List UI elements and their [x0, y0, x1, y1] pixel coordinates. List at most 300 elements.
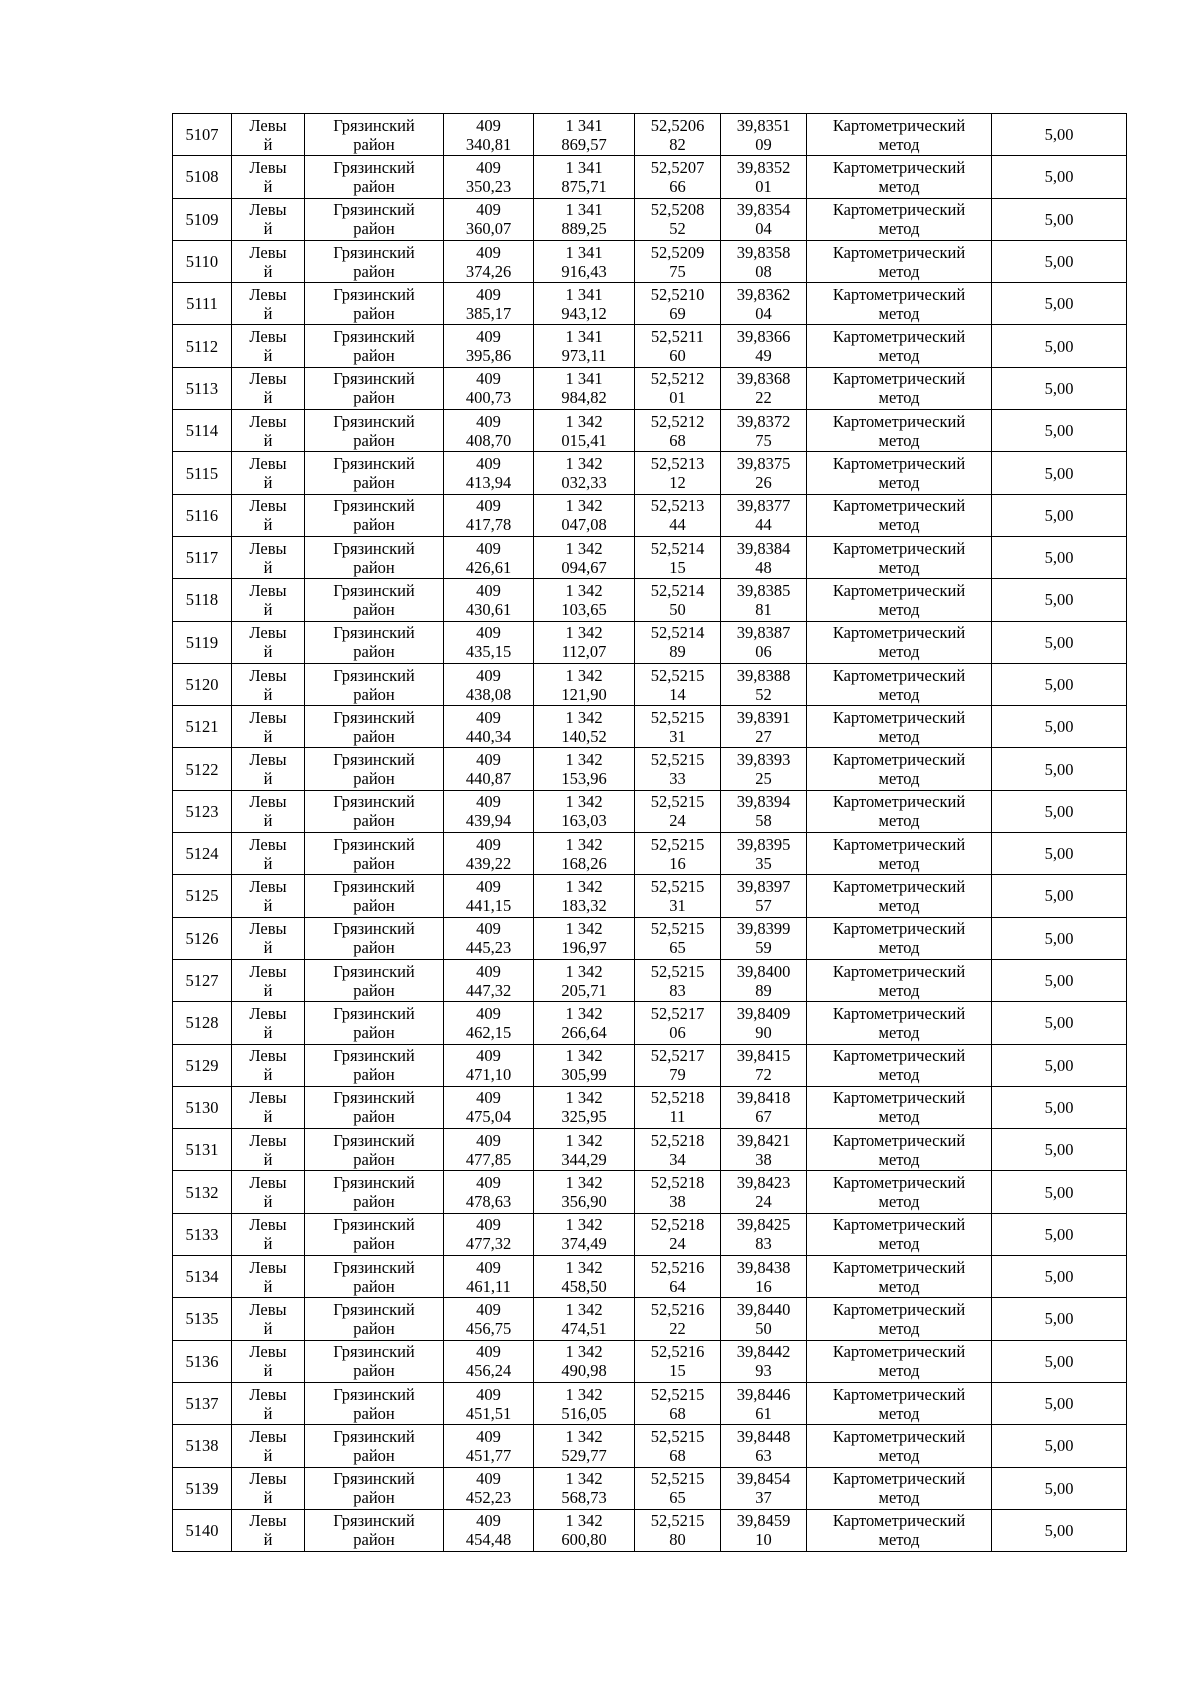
- method-cell: [807, 410, 992, 452]
- accuracy-cell: 5,00: [992, 1298, 1127, 1340]
- y-coordinate-cell: [534, 959, 635, 1001]
- accuracy-cell: 5,00: [992, 367, 1127, 409]
- district-line-1: Грязинский: [333, 834, 415, 854]
- method-cell: [807, 706, 992, 748]
- longitude-line-1: 39,8418: [736, 1088, 791, 1108]
- district-line-1: Грязинский: [333, 1469, 415, 1489]
- bank-side-cell: [232, 1044, 305, 1086]
- longitude-line-1: 39,8409: [736, 1003, 791, 1023]
- method-line-2: метод: [878, 1318, 920, 1338]
- table-row: [173, 325, 1127, 367]
- bank-side-cell: [232, 1086, 305, 1128]
- bank-side-cell: [232, 1467, 305, 1509]
- latitude-line-1: 52,5215: [650, 665, 705, 685]
- y-coordinate-line-2: 047,08: [561, 515, 607, 535]
- longitude-cell: [721, 283, 807, 325]
- x-coordinate-cell: [444, 1256, 534, 1298]
- district-cell: [305, 1425, 444, 1467]
- district-cell: [305, 621, 444, 663]
- y-coordinate-line-1: 1 341: [565, 284, 603, 304]
- y-coordinate-cell: [534, 706, 635, 748]
- x-coordinate-line-2: 340,81: [465, 134, 512, 154]
- district-cell: [305, 325, 444, 367]
- y-coordinate-line-1: 1 342: [565, 1257, 603, 1277]
- latitude-line-1: 52,5211: [650, 327, 704, 347]
- bank-side-line-2: й: [263, 726, 273, 746]
- longitude-line-1: 39,8448: [736, 1426, 791, 1446]
- y-coordinate-cell: [534, 452, 635, 494]
- bank-side-cell: [232, 790, 305, 832]
- x-coordinate-cell: [444, 917, 534, 959]
- x-coordinate-line-1: 409: [476, 1046, 501, 1066]
- longitude-line-1: 39,8423: [736, 1173, 791, 1193]
- method-line-1: Картометрический: [832, 1426, 966, 1446]
- x-coordinate-line-2: 417,78: [465, 515, 512, 535]
- latitude-line-1: 52,5210: [650, 284, 705, 304]
- district-line-1: Грязинский: [333, 1215, 415, 1235]
- method-line-2: метод: [878, 1361, 920, 1381]
- point-number-cell: 5109: [173, 198, 232, 240]
- accuracy-cell: 5,00: [992, 1256, 1127, 1298]
- latitude-line-2: 75: [669, 261, 686, 281]
- bank-side-line-1: Левы: [249, 580, 287, 600]
- district-line-1: Грязинский: [333, 1046, 415, 1066]
- longitude-line-2: 52: [755, 684, 772, 704]
- district-cell: [305, 959, 444, 1001]
- x-coordinate-cell: [444, 156, 534, 198]
- method-line-2: метод: [878, 1107, 920, 1127]
- bank-side-line-1: Левы: [249, 1342, 287, 1362]
- point-number-cell: 5120: [173, 663, 232, 705]
- longitude-line-1: 39,8415: [736, 1046, 791, 1066]
- y-coordinate-line-1: 1 342: [565, 580, 603, 600]
- district-line-2: район: [353, 980, 395, 1000]
- district-cell: [305, 579, 444, 621]
- method-line-1: Картометрический: [832, 1384, 966, 1404]
- longitude-line-2: 50: [755, 1318, 772, 1338]
- district-line-1: Грязинский: [333, 919, 415, 939]
- bank-side-line-2: й: [263, 811, 273, 831]
- y-coordinate-line-1: 1 342: [565, 1088, 603, 1108]
- bank-side-line-1: Левы: [249, 1257, 287, 1277]
- bank-side-line-1: Левы: [249, 1130, 287, 1150]
- method-cell: [807, 240, 992, 282]
- method-line-2: метод: [878, 1530, 920, 1550]
- latitude-line-2: 79: [669, 1065, 686, 1085]
- longitude-line-2: 93: [755, 1361, 772, 1381]
- bank-side-cell: [232, 1298, 305, 1340]
- longitude-cell: [721, 1382, 807, 1424]
- table-row: [173, 1256, 1127, 1298]
- bank-side-cell: [232, 833, 305, 875]
- latitude-line-2: 83: [669, 980, 686, 1000]
- method-cell: [807, 833, 992, 875]
- x-coordinate-cell: [444, 1171, 534, 1213]
- x-coordinate-line-1: 409: [476, 834, 501, 854]
- longitude-cell: [721, 114, 807, 156]
- y-coordinate-cell: [534, 1298, 635, 1340]
- point-number-cell: 5132: [173, 1171, 232, 1213]
- district-line-1: Грязинский: [333, 580, 415, 600]
- y-coordinate-cell: [534, 790, 635, 832]
- district-line-2: район: [353, 473, 395, 493]
- latitude-cell: [635, 706, 721, 748]
- district-cell: [305, 1086, 444, 1128]
- longitude-line-2: 24: [755, 1192, 772, 1212]
- x-coordinate-line-1: 409: [476, 919, 501, 939]
- method-line-1: Картометрический: [832, 961, 966, 981]
- table-row: [173, 1340, 1127, 1382]
- latitude-cell: [635, 1256, 721, 1298]
- accuracy-cell: 5,00: [992, 1382, 1127, 1424]
- x-coordinate-line-1: 409: [476, 750, 501, 770]
- accuracy-cell: 5,00: [992, 875, 1127, 917]
- bank-side-cell: [232, 1002, 305, 1044]
- longitude-line-2: 09: [755, 134, 772, 154]
- method-cell: [807, 917, 992, 959]
- table-row: [173, 536, 1127, 578]
- point-number-cell: 5136: [173, 1340, 232, 1382]
- latitude-cell: [635, 1382, 721, 1424]
- accuracy-cell: 5,00: [992, 833, 1127, 875]
- x-coordinate-line-1: 409: [476, 1511, 501, 1531]
- method-line-1: Картометрический: [832, 1469, 966, 1489]
- district-line-2: район: [353, 219, 395, 239]
- latitude-cell: [635, 579, 721, 621]
- table-row: [173, 959, 1127, 1001]
- latitude-line-2: 66: [669, 176, 686, 196]
- point-number-cell: 5138: [173, 1425, 232, 1467]
- x-coordinate-line-2: 456,75: [465, 1318, 512, 1338]
- latitude-cell: [635, 1298, 721, 1340]
- bank-side-line-2: й: [263, 1530, 273, 1550]
- bank-side-line-1: Левы: [249, 496, 287, 516]
- bank-side-line-1: Левы: [249, 369, 287, 389]
- bank-side-cell: [232, 325, 305, 367]
- district-line-1: Грязинский: [333, 1257, 415, 1277]
- y-coordinate-line-1: 1 342: [565, 961, 603, 981]
- district-cell: [305, 1467, 444, 1509]
- method-cell: [807, 748, 992, 790]
- latitude-line-2: 50: [669, 599, 686, 619]
- latitude-cell: [635, 536, 721, 578]
- district-cell: [305, 410, 444, 452]
- method-line-2: метод: [878, 515, 920, 535]
- bank-side-cell: [232, 240, 305, 282]
- method-line-1: Картометрический: [832, 496, 966, 516]
- latitude-cell: [635, 1340, 721, 1382]
- bank-side-line-1: Левы: [249, 1384, 287, 1404]
- x-coordinate-line-2: 360,07: [465, 219, 512, 239]
- x-coordinate-line-1: 409: [476, 1426, 501, 1446]
- x-coordinate-line-2: 439,22: [465, 853, 512, 873]
- method-line-2: метод: [878, 303, 920, 323]
- district-cell: [305, 875, 444, 917]
- district-line-1: Грязинский: [333, 1130, 415, 1150]
- table-row: [173, 1129, 1127, 1171]
- method-cell: [807, 663, 992, 705]
- y-coordinate-cell: [534, 198, 635, 240]
- latitude-line-2: 82: [669, 134, 686, 154]
- method-line-2: метод: [878, 895, 920, 915]
- y-coordinate-cell: [534, 1213, 635, 1255]
- method-cell: [807, 325, 992, 367]
- district-line-2: район: [353, 1445, 395, 1465]
- method-line-1: Картометрический: [832, 919, 966, 939]
- district-cell: [305, 917, 444, 959]
- latitude-line-1: 52,5212: [650, 411, 705, 431]
- method-line-2: метод: [878, 1276, 920, 1296]
- latitude-cell: [635, 198, 721, 240]
- y-coordinate-line-2: 032,33: [561, 473, 607, 493]
- district-cell: [305, 156, 444, 198]
- accuracy-cell: 5,00: [992, 198, 1127, 240]
- method-line-1: Картометрический: [832, 284, 966, 304]
- x-coordinate-line-1: 409: [476, 454, 501, 474]
- longitude-cell: [721, 1002, 807, 1044]
- y-coordinate-line-1: 1 342: [565, 1426, 603, 1446]
- table-row: [173, 240, 1127, 282]
- table-row: [173, 410, 1127, 452]
- method-line-2: метод: [878, 557, 920, 577]
- y-coordinate-line-1: 1 342: [565, 792, 603, 812]
- longitude-line-1: 39,8352: [736, 157, 791, 177]
- latitude-line-1: 52,5218: [650, 1215, 705, 1235]
- latitude-line-2: 14: [669, 684, 686, 704]
- district-cell: [305, 494, 444, 536]
- y-coordinate-line-2: 600,80: [561, 1530, 607, 1550]
- method-line-1: Картометрический: [832, 876, 966, 896]
- x-coordinate-line-1: 409: [476, 327, 501, 347]
- latitude-line-2: 68: [669, 430, 686, 450]
- district-line-2: район: [353, 1488, 395, 1508]
- longitude-cell: [721, 1256, 807, 1298]
- y-coordinate-cell: [534, 1340, 635, 1382]
- y-coordinate-cell: [534, 1256, 635, 1298]
- longitude-line-1: 39,8377: [736, 496, 791, 516]
- district-line-2: район: [353, 1318, 395, 1338]
- district-line-1: Грязинский: [333, 284, 415, 304]
- accuracy-cell: 5,00: [992, 240, 1127, 282]
- method-line-2: метод: [878, 811, 920, 831]
- method-line-1: Картометрический: [832, 707, 966, 727]
- y-coordinate-line-1: 1 342: [565, 1215, 603, 1235]
- latitude-line-2: 11: [669, 1107, 686, 1127]
- x-coordinate-line-2: 426,61: [465, 557, 512, 577]
- longitude-cell: [721, 875, 807, 917]
- y-coordinate-line-1: 1 342: [565, 411, 603, 431]
- bank-side-line-2: й: [263, 980, 273, 1000]
- longitude-line-2: 04: [755, 303, 772, 323]
- y-coordinate-line-2: 305,99: [561, 1065, 607, 1085]
- district-cell: [305, 790, 444, 832]
- bank-side-cell: [232, 1129, 305, 1171]
- x-coordinate-cell: [444, 283, 534, 325]
- y-coordinate-line-2: 112,07: [561, 642, 607, 662]
- table-row: [173, 1171, 1127, 1213]
- district-line-1: Грязинский: [333, 115, 415, 135]
- y-coordinate-cell: [534, 325, 635, 367]
- method-cell: [807, 1509, 992, 1551]
- district-line-2: район: [353, 769, 395, 789]
- accuracy-cell: 5,00: [992, 1129, 1127, 1171]
- table-row: [173, 579, 1127, 621]
- point-number-cell: 5129: [173, 1044, 232, 1086]
- table-row: [173, 663, 1127, 705]
- latitude-cell: [635, 1425, 721, 1467]
- point-number-cell: 5117: [173, 536, 232, 578]
- method-line-1: Картометрический: [832, 242, 966, 262]
- longitude-line-2: 08: [755, 261, 772, 281]
- district-line-1: Грязинский: [333, 876, 415, 896]
- district-line-1: Грязинский: [333, 200, 415, 220]
- latitude-line-1: 52,5208: [650, 200, 705, 220]
- district-line-2: район: [353, 388, 395, 408]
- x-coordinate-line-2: 461,11: [466, 1276, 511, 1296]
- bank-side-cell: [232, 198, 305, 240]
- x-coordinate-line-1: 409: [476, 1257, 501, 1277]
- latitude-cell: [635, 1171, 721, 1213]
- y-coordinate-line-2: 516,05: [561, 1403, 607, 1423]
- district-line-1: Грязинский: [333, 1003, 415, 1023]
- district-cell: [305, 748, 444, 790]
- x-coordinate-cell: [444, 1340, 534, 1382]
- method-line-2: метод: [878, 1022, 920, 1042]
- table-row: [173, 114, 1127, 156]
- accuracy-cell: 5,00: [992, 1044, 1127, 1086]
- latitude-line-1: 52,5215: [650, 1384, 705, 1404]
- x-coordinate-cell: [444, 114, 534, 156]
- x-coordinate-line-2: 447,32: [465, 980, 512, 1000]
- latitude-line-1: 52,5218: [650, 1130, 705, 1150]
- method-cell: [807, 1298, 992, 1340]
- latitude-line-2: 65: [669, 938, 686, 958]
- y-coordinate-cell: [534, 579, 635, 621]
- point-number-cell: 5133: [173, 1213, 232, 1255]
- x-coordinate-cell: [444, 452, 534, 494]
- longitude-cell: [721, 1213, 807, 1255]
- bank-side-line-1: Левы: [249, 200, 287, 220]
- point-number-cell: 5134: [173, 1256, 232, 1298]
- x-coordinate-cell: [444, 1086, 534, 1128]
- longitude-cell: [721, 579, 807, 621]
- bank-side-line-1: Левы: [249, 1215, 287, 1235]
- latitude-line-1: 52,5216: [650, 1342, 705, 1362]
- y-coordinate-line-2: 196,97: [561, 938, 607, 958]
- table-row: [173, 156, 1127, 198]
- method-line-1: Картометрический: [832, 1342, 966, 1362]
- x-coordinate-line-2: 471,10: [465, 1065, 512, 1085]
- method-line-2: метод: [878, 1488, 920, 1508]
- method-line-2: метод: [878, 473, 920, 493]
- y-coordinate-line-2: 474,51: [561, 1318, 607, 1338]
- method-cell: [807, 790, 992, 832]
- y-coordinate-line-2: 344,29: [561, 1149, 607, 1169]
- x-coordinate-line-1: 409: [476, 242, 501, 262]
- longitude-cell: [721, 663, 807, 705]
- bank-side-line-2: й: [263, 219, 273, 239]
- y-coordinate-cell: [534, 536, 635, 578]
- x-coordinate-line-2: 430,61: [465, 599, 512, 619]
- method-line-1: Картометрический: [832, 411, 966, 431]
- bank-side-cell: [232, 367, 305, 409]
- x-coordinate-cell: [444, 875, 534, 917]
- y-coordinate-line-2: 094,67: [561, 557, 607, 577]
- y-coordinate-cell: [534, 156, 635, 198]
- longitude-cell: [721, 156, 807, 198]
- x-coordinate-cell: [444, 1509, 534, 1551]
- bank-side-line-2: й: [263, 176, 273, 196]
- bank-side-cell: [232, 156, 305, 198]
- bank-side-line-1: Левы: [249, 623, 287, 643]
- district-cell: [305, 198, 444, 240]
- x-coordinate-line-2: 475,04: [465, 1107, 512, 1127]
- latitude-line-2: 89: [669, 642, 686, 662]
- method-line-2: метод: [878, 1065, 920, 1085]
- x-coordinate-line-2: 451,51: [465, 1403, 512, 1423]
- district-line-2: район: [353, 1149, 395, 1169]
- table-body: [173, 114, 1127, 1552]
- x-coordinate-cell: [444, 1213, 534, 1255]
- latitude-line-1: 52,5215: [650, 876, 705, 896]
- table-row: [173, 283, 1127, 325]
- latitude-line-1: 52,5215: [650, 1469, 705, 1489]
- accuracy-cell: 5,00: [992, 1425, 1127, 1467]
- longitude-cell: [721, 240, 807, 282]
- x-coordinate-line-2: 350,23: [465, 176, 512, 196]
- method-line-2: метод: [878, 1149, 920, 1169]
- latitude-cell: [635, 452, 721, 494]
- latitude-cell: [635, 1129, 721, 1171]
- y-coordinate-line-1: 1 342: [565, 1342, 603, 1362]
- bank-side-line-2: й: [263, 1192, 273, 1212]
- method-line-2: метод: [878, 684, 920, 704]
- district-line-2: район: [353, 134, 395, 154]
- y-coordinate-line-1: 1 341: [565, 200, 603, 220]
- longitude-line-2: 22: [755, 388, 772, 408]
- y-coordinate-line-2: 490,98: [561, 1361, 607, 1381]
- longitude-cell: [721, 833, 807, 875]
- district-cell: [305, 1002, 444, 1044]
- bank-side-line-2: й: [263, 599, 273, 619]
- y-coordinate-cell: [534, 367, 635, 409]
- longitude-line-1: 39,8400: [736, 961, 791, 981]
- method-cell: [807, 198, 992, 240]
- bank-side-line-1: Левы: [249, 538, 287, 558]
- method-line-2: метод: [878, 430, 920, 450]
- longitude-line-1: 39,8438: [736, 1257, 791, 1277]
- district-line-2: район: [353, 1065, 395, 1085]
- bank-side-line-2: й: [263, 473, 273, 493]
- longitude-line-2: 44: [755, 515, 772, 535]
- accuracy-cell: 5,00: [992, 621, 1127, 663]
- x-coordinate-line-1: 409: [476, 1088, 501, 1108]
- method-cell: [807, 1213, 992, 1255]
- latitude-line-1: 52,5213: [650, 454, 705, 474]
- longitude-line-2: 16: [755, 1276, 772, 1296]
- point-number-cell: 5123: [173, 790, 232, 832]
- bank-side-cell: [232, 1382, 305, 1424]
- latitude-line-2: 15: [669, 1361, 686, 1381]
- district-line-2: район: [353, 1276, 395, 1296]
- table-row: [173, 1002, 1127, 1044]
- latitude-line-1: 52,5212: [650, 369, 705, 389]
- accuracy-cell: 5,00: [992, 1509, 1127, 1551]
- bank-side-cell: [232, 452, 305, 494]
- method-cell: [807, 1467, 992, 1509]
- longitude-line-2: 89: [755, 980, 772, 1000]
- district-line-2: район: [353, 176, 395, 196]
